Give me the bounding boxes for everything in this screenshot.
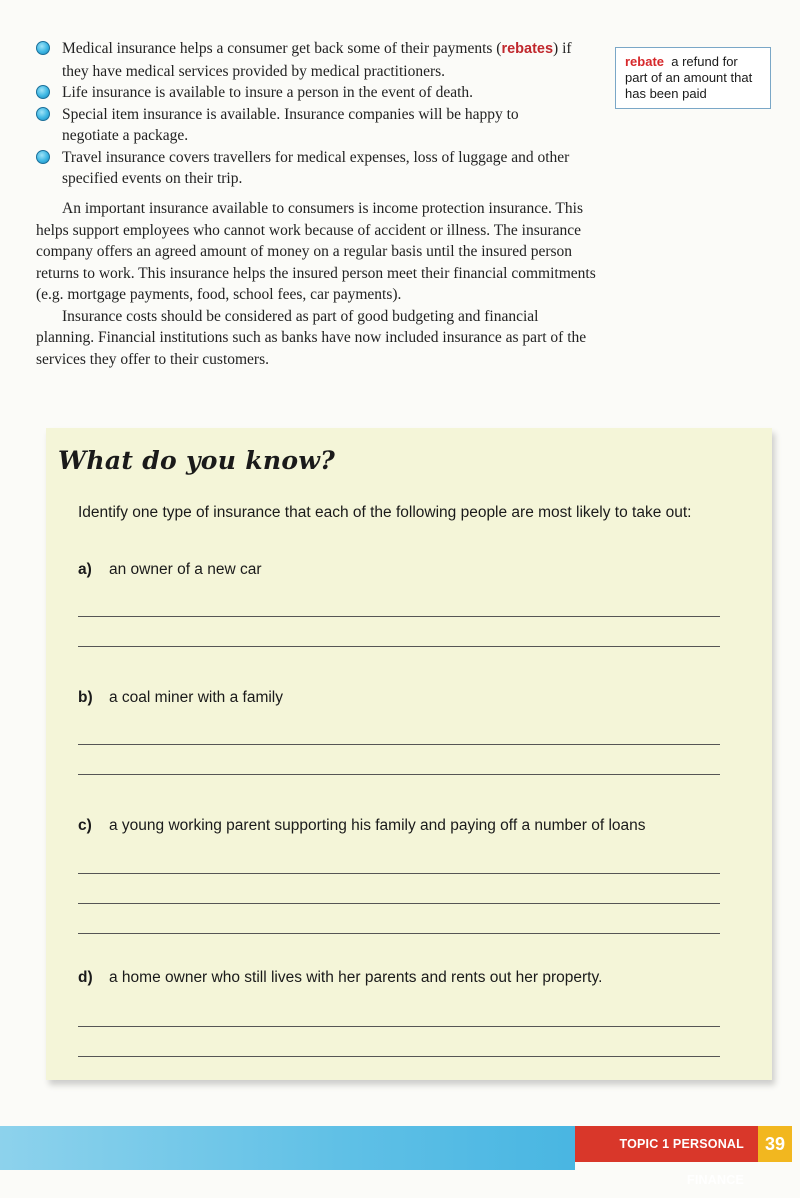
bullet-item: [36, 147, 576, 190]
answer-line[interactable]: [78, 774, 720, 775]
page-number: 39: [758, 1126, 792, 1162]
bullet-text: Life insurance is available to insure a person in the event of death.: [62, 84, 474, 101]
bullet-icon: [36, 150, 50, 164]
bullet-icon: [36, 107, 50, 121]
bullet-item: [36, 38, 576, 82]
question-text: a coal miner with a family: [109, 689, 284, 706]
answer-line[interactable]: [78, 1056, 720, 1057]
bullet-text: Special item insurance is available. Insurance companies will be happy to negotiate a package.: [62, 105, 519, 144]
answer-line[interactable]: [78, 903, 720, 904]
question-c: [78, 817, 646, 835]
answer-line[interactable]: [78, 616, 720, 617]
body-text: [36, 198, 596, 370]
bullet-list: [36, 38, 576, 190]
bullet-text: Travel insurance covers travellers for medical expenses, loss of luggage and other specified events on their trip.: [62, 148, 570, 187]
answer-line[interactable]: [78, 744, 720, 745]
question-a: [78, 561, 262, 579]
answer-line[interactable]: [78, 873, 720, 874]
bullet-text: ) if they have medical services provided by medical practitioners.: [62, 40, 572, 80]
bullet-icon: [36, 41, 50, 55]
question-text: a young working parent supporting his family and paying off a number of loans: [109, 817, 646, 834]
question-text: an owner of a new car: [109, 561, 262, 578]
question-label: d): [78, 969, 93, 986]
question-label: b): [78, 689, 93, 706]
glossary-box: [615, 47, 771, 109]
question-text: a home owner who still lives with her parents and rents out her property.: [109, 969, 603, 986]
glossary-term: rebate: [625, 54, 665, 69]
footer-topic: TOPIC 1 PERSONAL FINANCE: [575, 1126, 758, 1162]
paragraph: Insurance costs should be considered as part of good budgeting and financial planning. Financial institutions such as banks have now included insurance as part of the services they offer to their customers.: [36, 307, 587, 368]
answer-line[interactable]: [78, 933, 720, 934]
answer-line[interactable]: [78, 646, 720, 647]
activity-instruction: Identify one type of insurance that each of the following people are most likely to take out:: [78, 504, 692, 521]
question-label: a): [78, 561, 92, 578]
footer-band: [0, 1126, 575, 1170]
answer-line[interactable]: [78, 1026, 720, 1027]
bullet-item: [36, 104, 576, 147]
question-d: [78, 969, 602, 987]
activity-title: What do you know?: [58, 446, 336, 475]
bullet-text: Medical insurance helps a consumer get back some of their payments (: [62, 40, 502, 57]
question-b: [78, 689, 283, 707]
activity-panel: [46, 428, 772, 1080]
question-label: c): [78, 817, 92, 834]
paragraph: An important insurance available to consumers is income protection insurance. This helps support employees who cannot work because of accident or illness. The insurance company offers an agreed amount of money on a regular basis until the insured person returns to work. This insurance helps the insured person meet their financial commitments (e.g. mortgage payments, food, school fees, car payments).: [36, 200, 596, 303]
glossary-definition: a refund for part of an amount that has been paid: [625, 54, 753, 101]
bullet-icon: [36, 85, 50, 99]
bullet-item: [36, 82, 576, 104]
glossary-keyword: rebates: [501, 41, 554, 57]
